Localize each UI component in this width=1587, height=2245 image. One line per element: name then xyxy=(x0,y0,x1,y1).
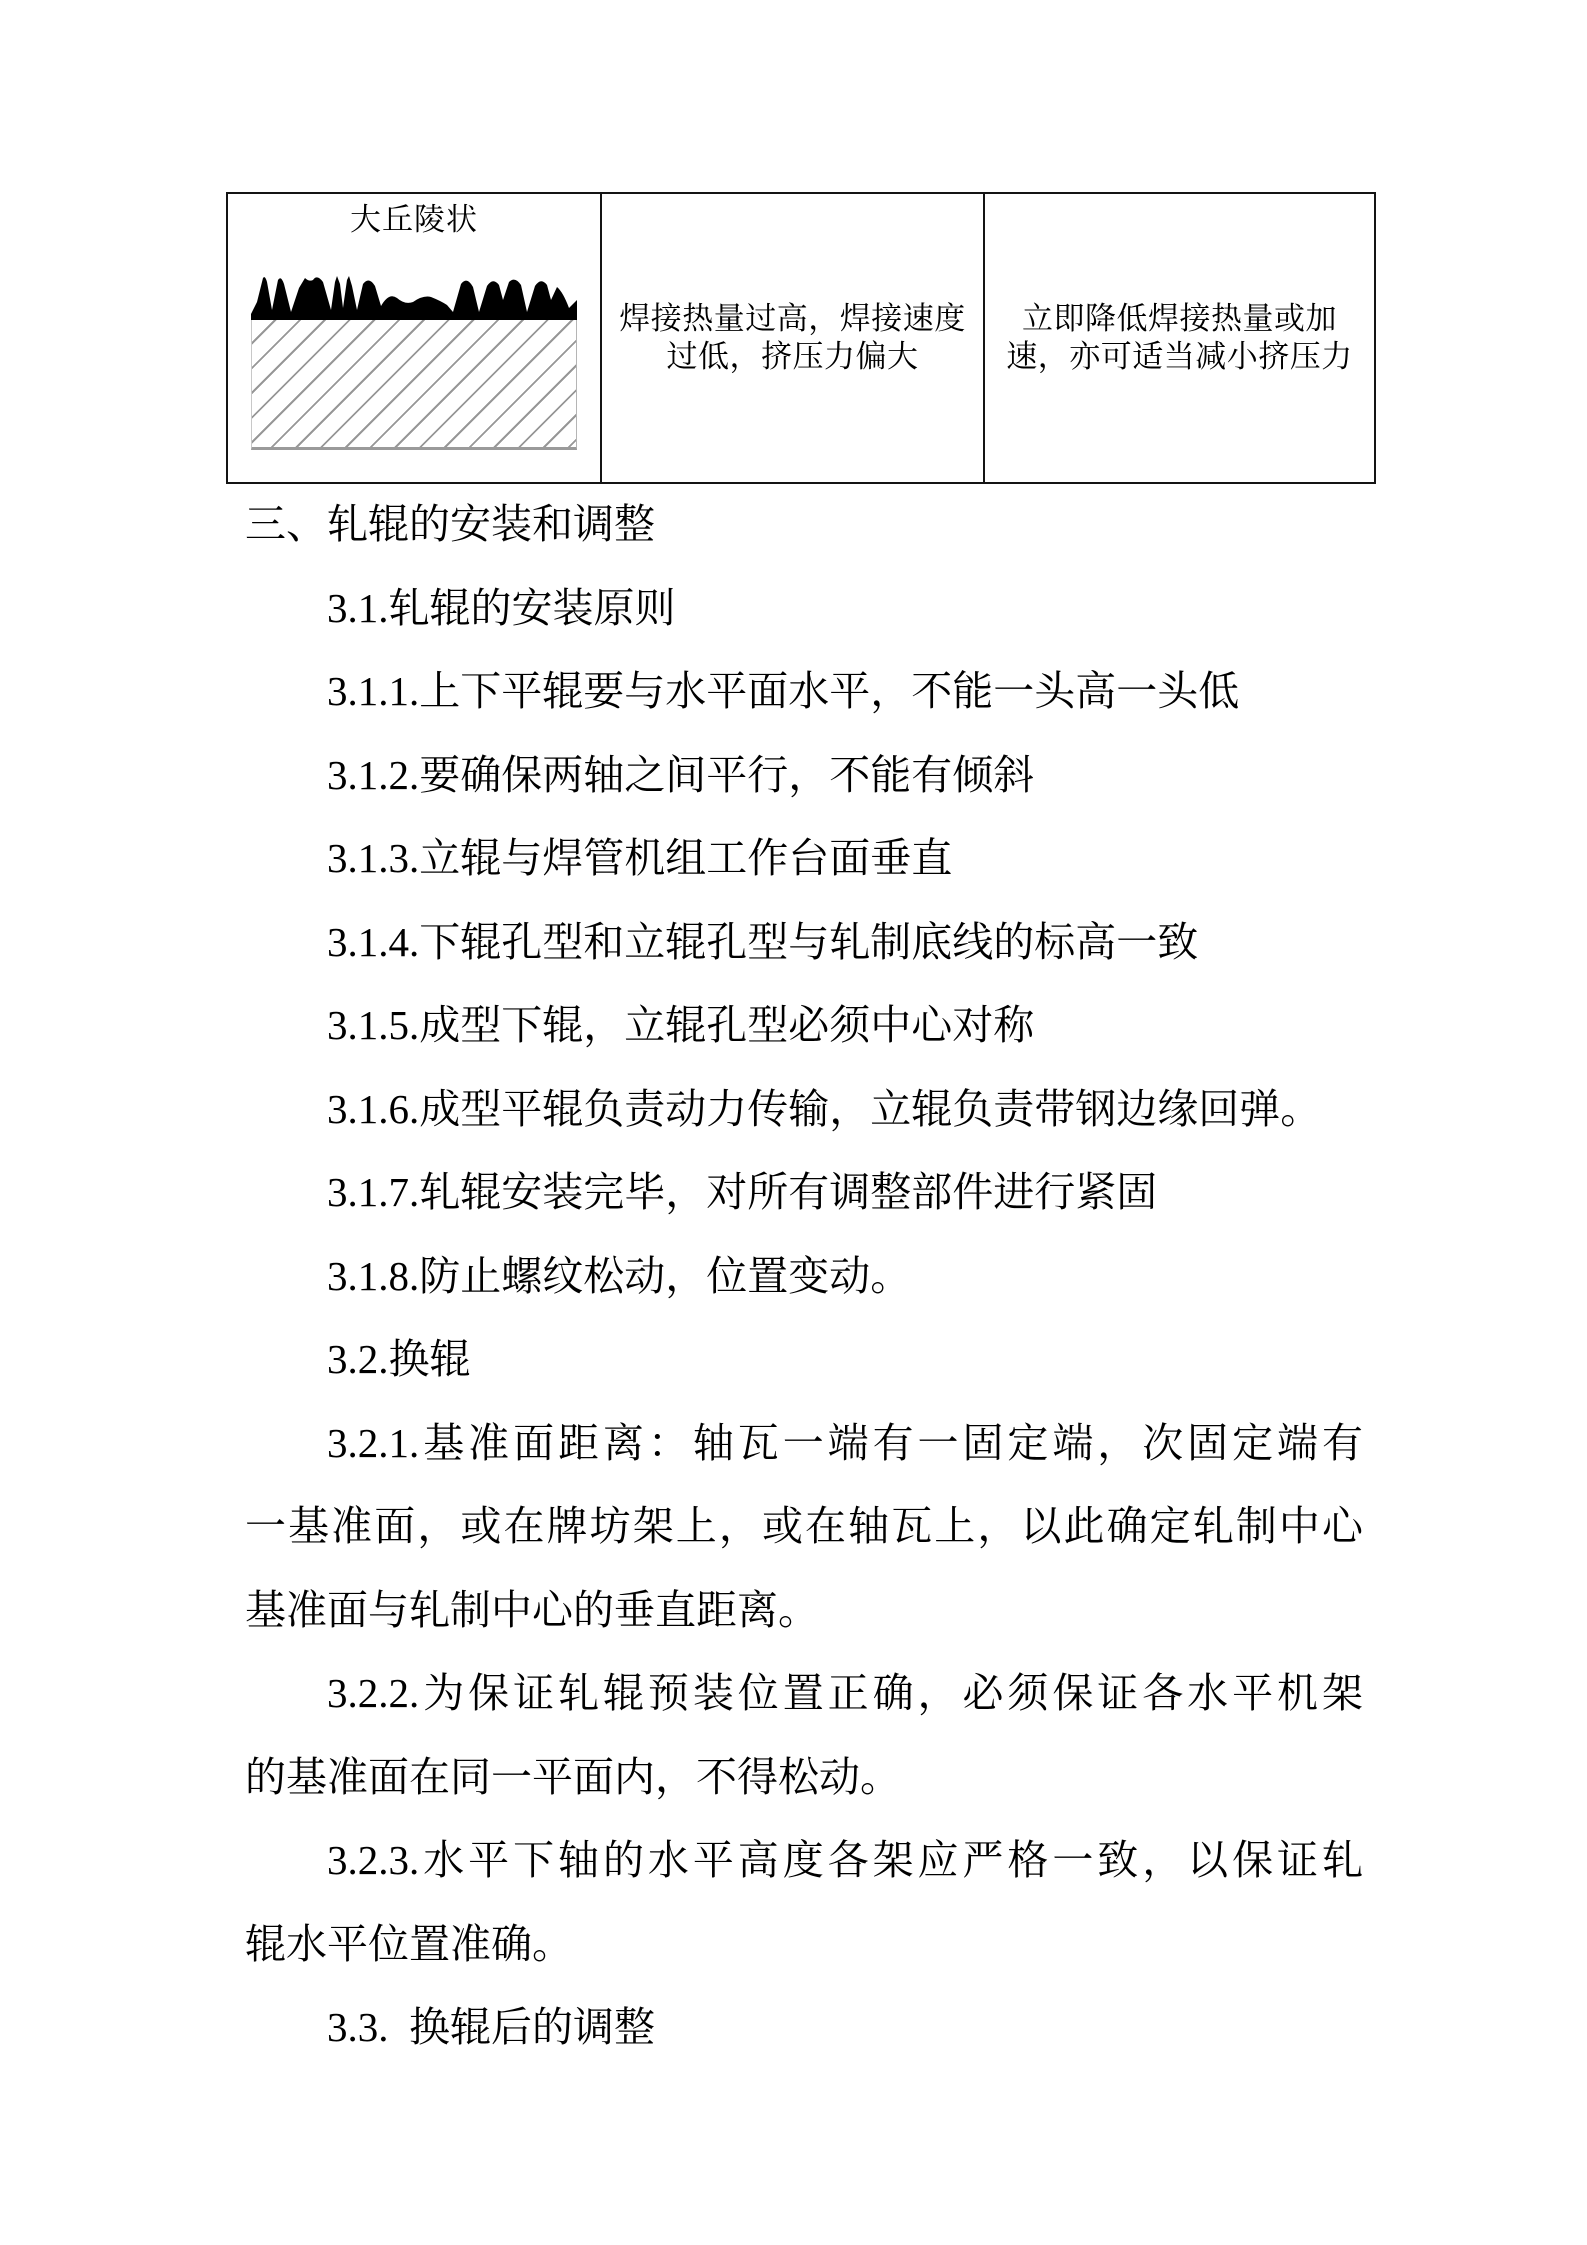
table-cell-defect-shape xyxy=(228,194,602,482)
table-cell-cause xyxy=(602,194,985,482)
cause-line-1: 焊接热量过高，焊接速度 xyxy=(619,301,966,336)
item-3-1-2: 3.1.2.要确保两轴之间平行，不能有倾斜 xyxy=(327,751,1035,798)
item-3-1-6: 3.1.6.成型平辊负责动力传输，立辊负责带钢边缘回弹。 xyxy=(327,1085,1322,1132)
item-3-2-1-line-3: 基准面与轧制中心的垂直距离。 xyxy=(245,1586,819,1633)
item-3-2-2-line-1: 3.2.2.为保证轧辊预装位置正确，必须保证各水平机架 xyxy=(327,1670,1363,1716)
item-3-1-5: 3.1.5.成型下辊，立辊孔型必须中心对称 xyxy=(327,1002,1035,1048)
item-3-1-1: 3.1.1.上下平辊要与水平面水平，不能一头高一头低 xyxy=(327,668,1240,714)
item-3-2-1-line-2: 一基准面，或在牌坊架上，或在轴瓦上，以此确定轧制中心 xyxy=(245,1503,1363,1549)
remedy-line-1: 立即降低焊接热量或加 xyxy=(1022,301,1337,336)
hatched-base xyxy=(251,320,577,450)
remedy-text xyxy=(1006,300,1353,376)
cause-line-2: 过低，挤压力偏大 xyxy=(666,339,919,374)
subsection-3-1: 3.1.轧辊的安装原则 xyxy=(327,584,676,631)
weld-surface-diagram xyxy=(251,272,577,450)
cause-text xyxy=(619,300,966,376)
item-3-2-3-line-1: 3.2.3.水平下轴的水平高度各架应严格一致，以保证轧 xyxy=(327,1837,1363,1883)
subsection-3-2: 3.2.换辊 xyxy=(327,1336,471,1382)
section-heading: 三、轧辊的安装和调整 xyxy=(245,501,655,547)
item-3-1-3: 3.1.3.立辊与焊管机组工作台面垂直 xyxy=(327,835,953,881)
item-3-1-7: 3.1.7.轧辊安装完毕，对所有调整部件进行紧固 xyxy=(327,1169,1158,1215)
item-3-1-4: 3.1.4.下辊孔型和立辊孔型与轧制底线的标高一致 xyxy=(327,918,1199,965)
peaks-silhouette-icon xyxy=(251,272,577,320)
remedy-line-2: 速，亦可适当减小挤压力 xyxy=(1006,339,1353,374)
table-cell-remedy xyxy=(985,194,1374,482)
item-3-2-2-line-2: 的基准面在同一平面内，不得松动。 xyxy=(245,1753,901,1800)
item-3-2-1-line-1: 3.2.1.基准面距离：轴瓦一端有一固定端，次固定端有 xyxy=(327,1419,1363,1466)
item-3-1-8: 3.1.8.防止螺纹松动，位置变动。 xyxy=(327,1252,912,1299)
defect-shape-label: 大丘陵状 xyxy=(350,202,478,237)
subsection-3-3: 3.3. 换辊后的调整 xyxy=(327,2004,655,2050)
weld-defect-table xyxy=(226,192,1376,484)
item-3-2-3-line-2: 辊水平位置准确。 xyxy=(245,1920,573,1967)
document-body xyxy=(245,483,1363,2070)
